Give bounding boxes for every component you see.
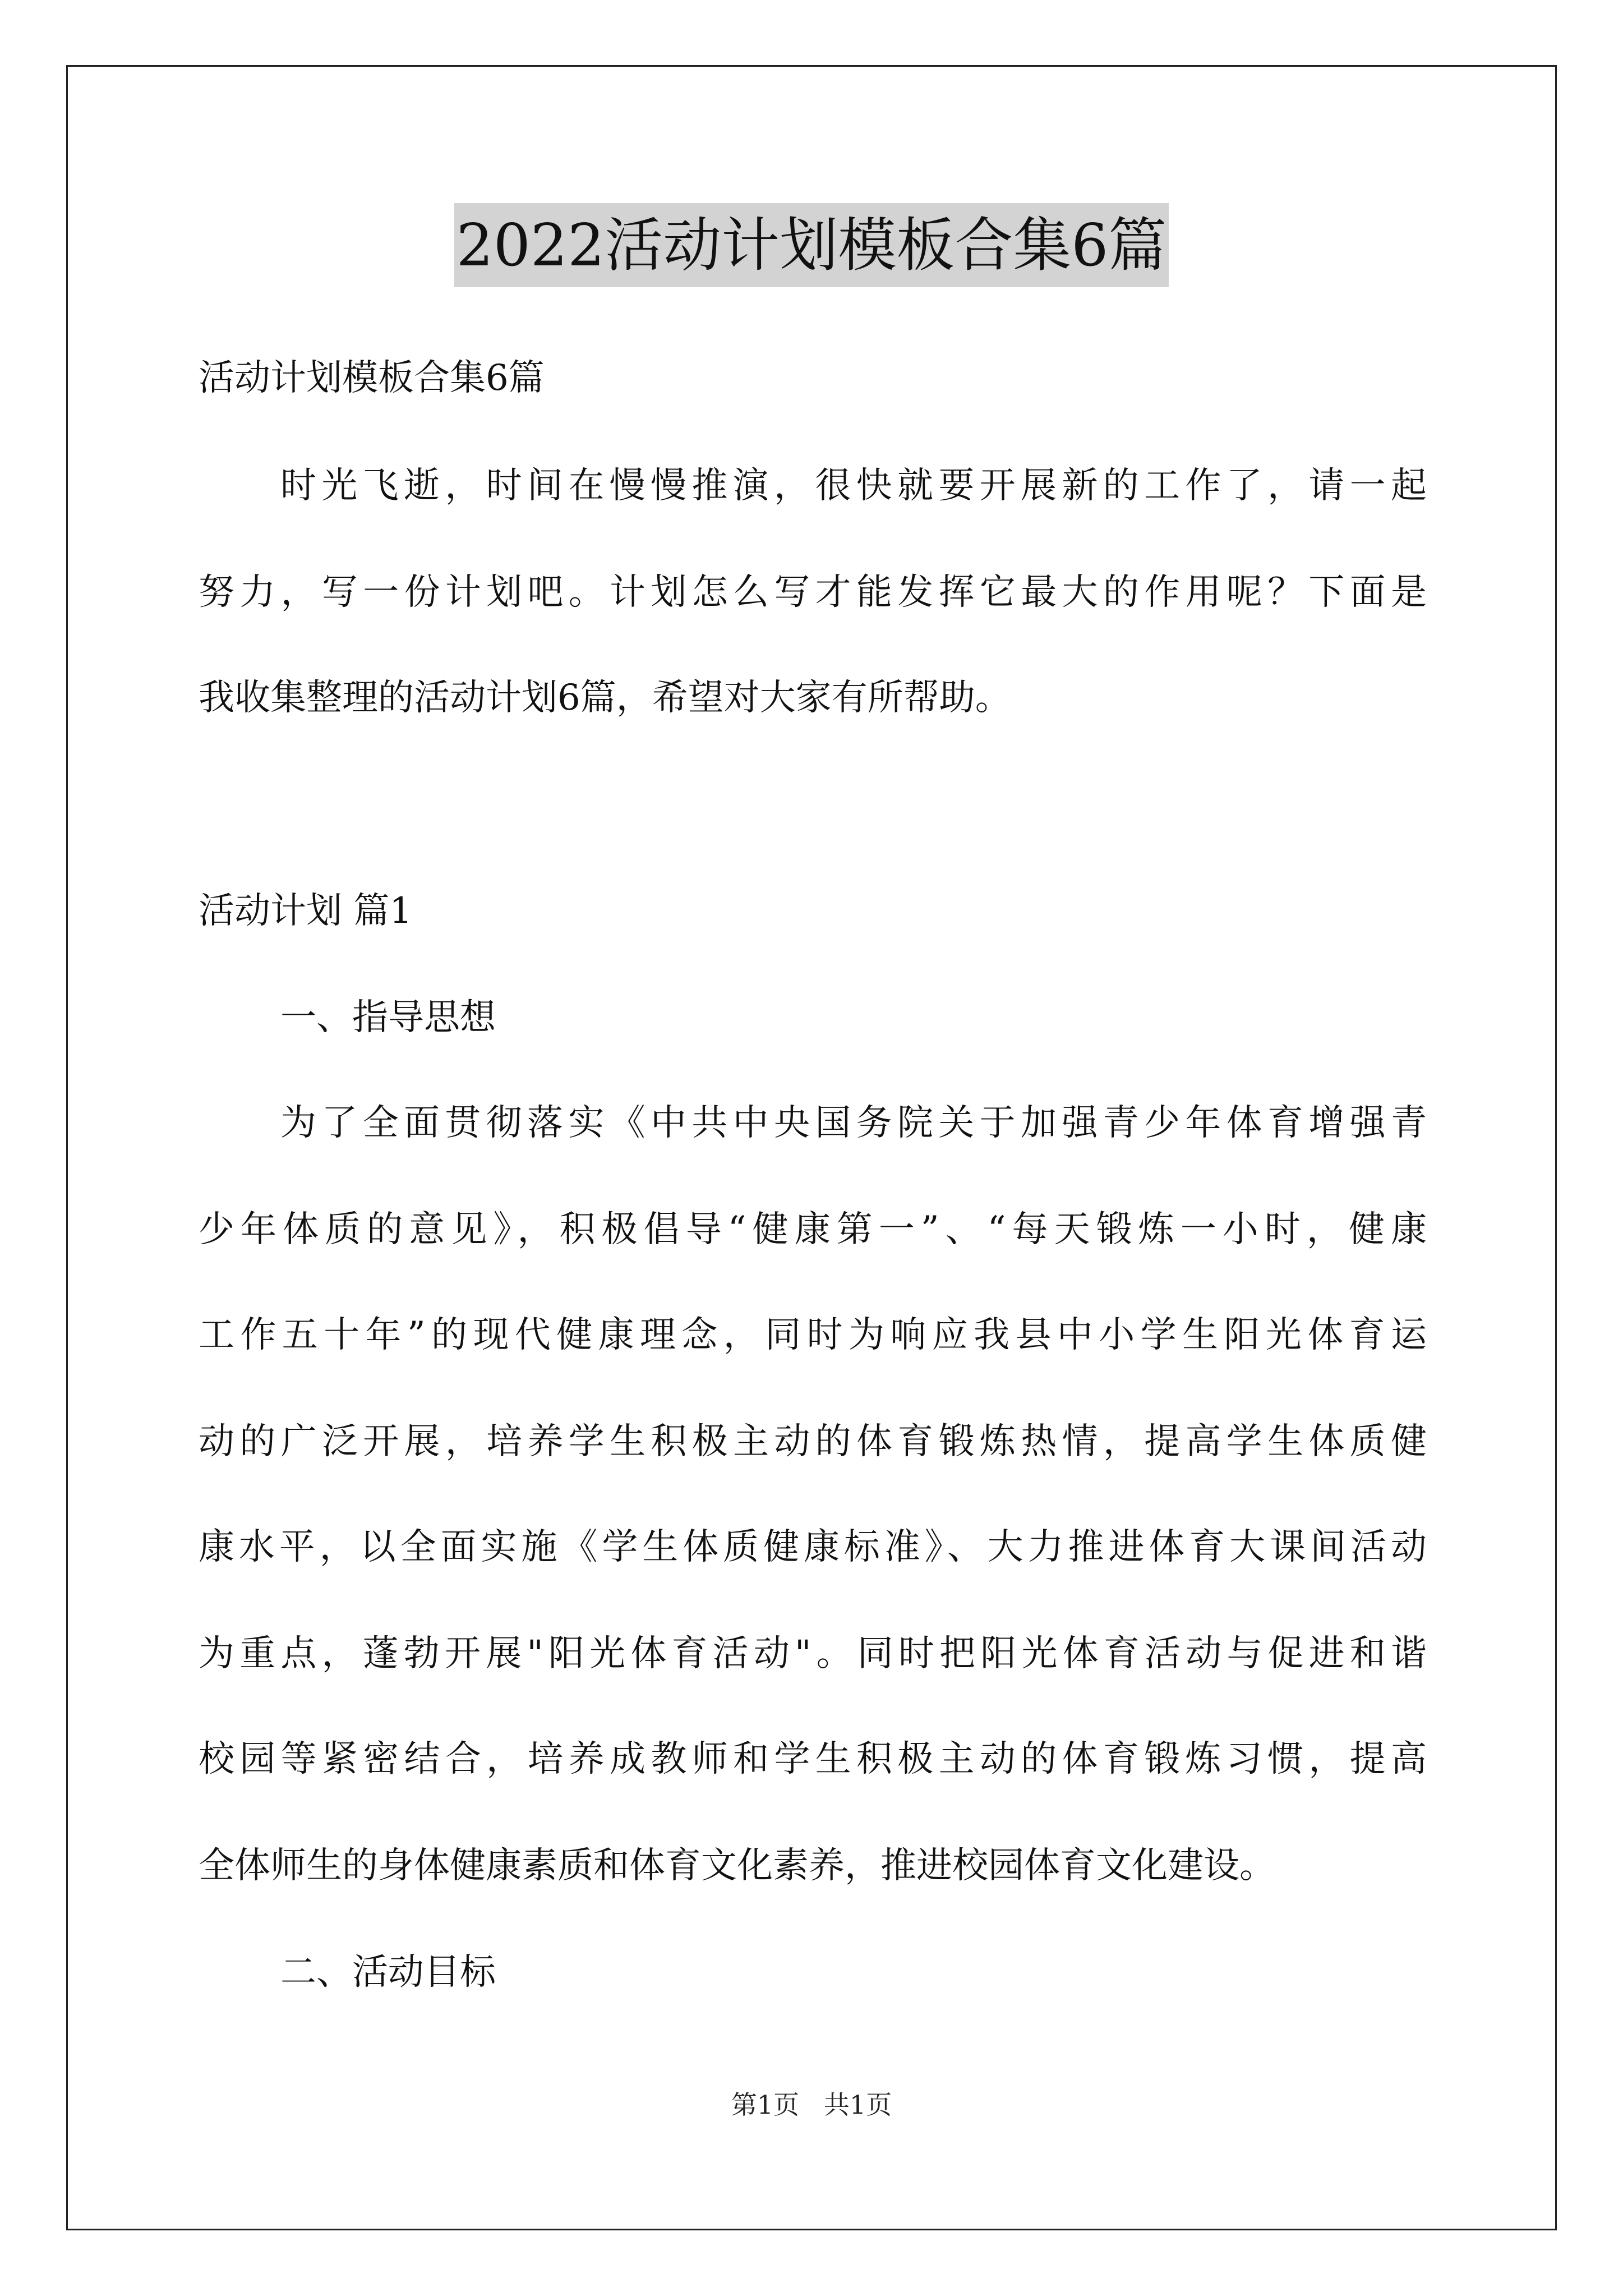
- paragraph-line: 为重点，蓬勃开展"阳光体育活动"。同时把阳光体育活动与促进和谐: [199, 1633, 1427, 1674]
- paragraph-line: 动的广泛开展，培养学生积极主动的体育锻炼热情，提高学生体质健: [199, 1421, 1427, 1462]
- title-area: [0, 203, 1623, 287]
- paragraph-line: 校园等紧密结合，培养成教师和学生积极主动的体育锻炼习惯，提高: [199, 1738, 1427, 1780]
- intro-line: 我收集整理的活动计划6篇，希望对大家有所帮助。: [199, 677, 1011, 719]
- document-title: 2022活动计划模板合集6篇: [454, 203, 1169, 287]
- paragraph-line: 全体师生的身体健康素质和体育文化素养，推进校园体育文化建设。: [199, 1845, 1275, 1887]
- paragraph-line: 少年体质的意见》，积极倡导“健康第一”、“每天锻炼一小时，健康: [199, 1209, 1427, 1250]
- intro-line: 努力，写一份计划吧。计划怎么写才能发挥它最大的作用呢？下面是: [199, 572, 1427, 613]
- paragraph-line: 康水平，以全面实施《学生体质健康标准》、大力推进体育大课间活动: [199, 1526, 1427, 1568]
- page-footer: 第1页 共1页: [731, 2090, 892, 2120]
- intro-line: 时光飞逝，时间在慢慢推演，很快就要开展新的工作了，请一起: [280, 465, 1427, 507]
- subheading-guiding-thought: 一、指导思想: [280, 997, 496, 1038]
- subheading-activity-goals: 二、活动目标: [280, 1952, 496, 1993]
- paragraph-line: 工作五十年”的现代健康理念，同时为响应我县中小学生阳光体育运: [199, 1314, 1427, 1356]
- document-subtitle: 活动计划模板合集6篇: [199, 357, 545, 399]
- section-heading: 活动计划 篇1: [199, 890, 413, 932]
- paragraph-line: 为了全面贯彻落实《中共中央国务院关于加强青少年体育增强青: [280, 1102, 1427, 1144]
